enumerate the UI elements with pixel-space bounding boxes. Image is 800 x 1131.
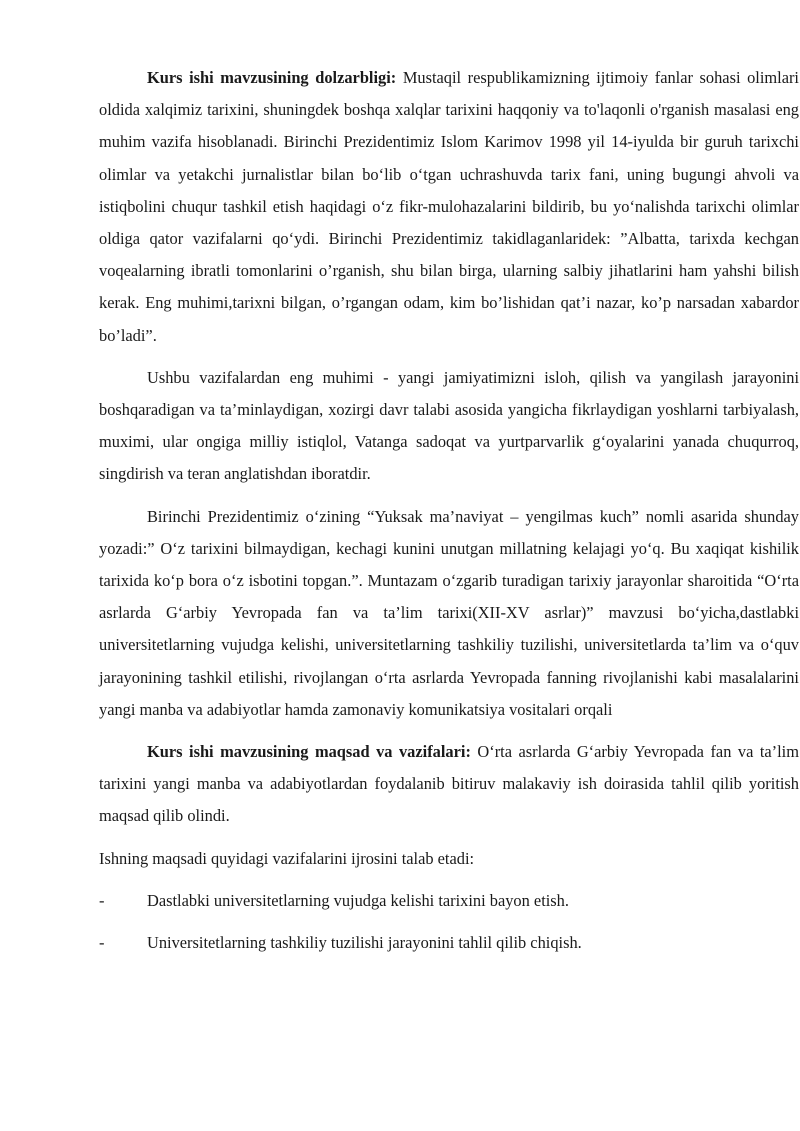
paragraph-quote: Birinchi Prezidentimiz o‘zining “Yuksak ma’naviyat – yengilmas kuch” nomli asarida shunday yozadi:” O‘z tarixini bilmaydigan, kechagi kunini unutgan millatning kelajagi yo‘q. Bu xaqiqat kishilik tarixida ko‘p bora o‘z isbotini topgan.”. Muntazam o‘zgarib turadigan tarixiy jarayonlar sharoitida “O‘rta asrlarda G‘arbiy Yevropada fan va ta’lim tarixi(XII-XV asrlar)” mavzusi bo‘yicha,dastlabki universitetlarning vujudga kelishi, universitetlarning tashkiliy tuzilishi, universitetlarda ta’lim va o‘quv jarayonining tashkil etilishi, rivojlangan o‘rta asrlarda Yevropada fanning rivojlanishi kabi masalalarini yangi manba va adabiyotlar hamda zamonaviy komunikatsiya vositalari orqali xyxy=(99,506,799,719)
paragraph-goals xyxy=(99,736,799,833)
heading-goals: Kurs ishi mavzusining maqsad va vazifalari: xyxy=(147,742,471,762)
paragraph-relevance xyxy=(99,62,799,352)
list-bullet: - xyxy=(99,933,105,953)
list-item xyxy=(99,885,799,917)
list-item-text: Universitetlarning tashkiliy tuzilishi jarayonini tahlil qilib chiqish. xyxy=(147,933,582,953)
task-list xyxy=(99,885,799,959)
heading-relevance: Kurs ishi mavzusining dolzarbligi: xyxy=(147,68,397,87)
list-item-text: Dastlabki universitetlarning vujudga kelishi tarixini bayon etish. xyxy=(147,890,569,910)
list-bullet: - xyxy=(99,890,105,910)
relevance-text: Mustaqil respublikamizning ijtimoiy fanlar sohasi olimlari oldida xalqimiz tarixini, shuningdek boshqa xalqlar tarixini haqqoniy va to'laqonli o'rganish masalasi eng muhim vazifa hisoblanadi. Birinchi Prezidentimiz Islom Karimov 1998 yil 14-iyulda bir guruh tarixchi olimlar va yetakchi jurnalistlar bilan bo‘lib o‘tgan uchrashuvda tarix fani, uning bugungi ahvoli va istiqbolini chuqur tashkil etish haqidagi o‘z fikr-mulohazalarini bildirib, bu yo‘nalishda tarixchi olimlar oldiga qator vazifalarni qo‘ydi. Birinchi Prezidentimiz takidlaganlaridek: ”Albatta, tarixda kechgan voqealarning ibratli tomonlarini o’rganish, shu bilan birga, ularning salbiy jihatlarini ham yahshi bilish kerak. Eng muhimi,tarixni bilgan, o’rgangan odam, kim bo’lishidan qat’i nazar, ko’p narsadan xabardor bo’ladi”. xyxy=(99,68,799,345)
paragraph-tasks: Ushbu vazifalardan eng muhimi - yangi jamiyatimizni isloh, qilish va yangilash jarayonini boshqaradigan va ta’minlaydigan, xozirgi davr talabi asosida yangicha fikrlaydigan yoshlarni tarbiyalash, muximi, ular ongiga milliy istiqlol, Vatanga sadoqat va yurtparvarlik g‘oyalarini yanada chuqurroq, singdirish va teran anglatishdan iboratdir. xyxy=(99,367,799,484)
document-page xyxy=(99,62,799,969)
goals-text: O‘rta asrlarda G‘arbiy Yevropada fan va ta’lim tarixini yangi manba va adabiyotlardan foydalanib bitiruv malakaviy ish doirasida tahlil qilib yoritish maqsad qilib olindi. xyxy=(99,742,799,826)
paragraph-requirements: Ishning maqsadi quyidagi vazifalarini ijrosini talab etadi: xyxy=(99,848,475,868)
list-item xyxy=(99,927,799,959)
